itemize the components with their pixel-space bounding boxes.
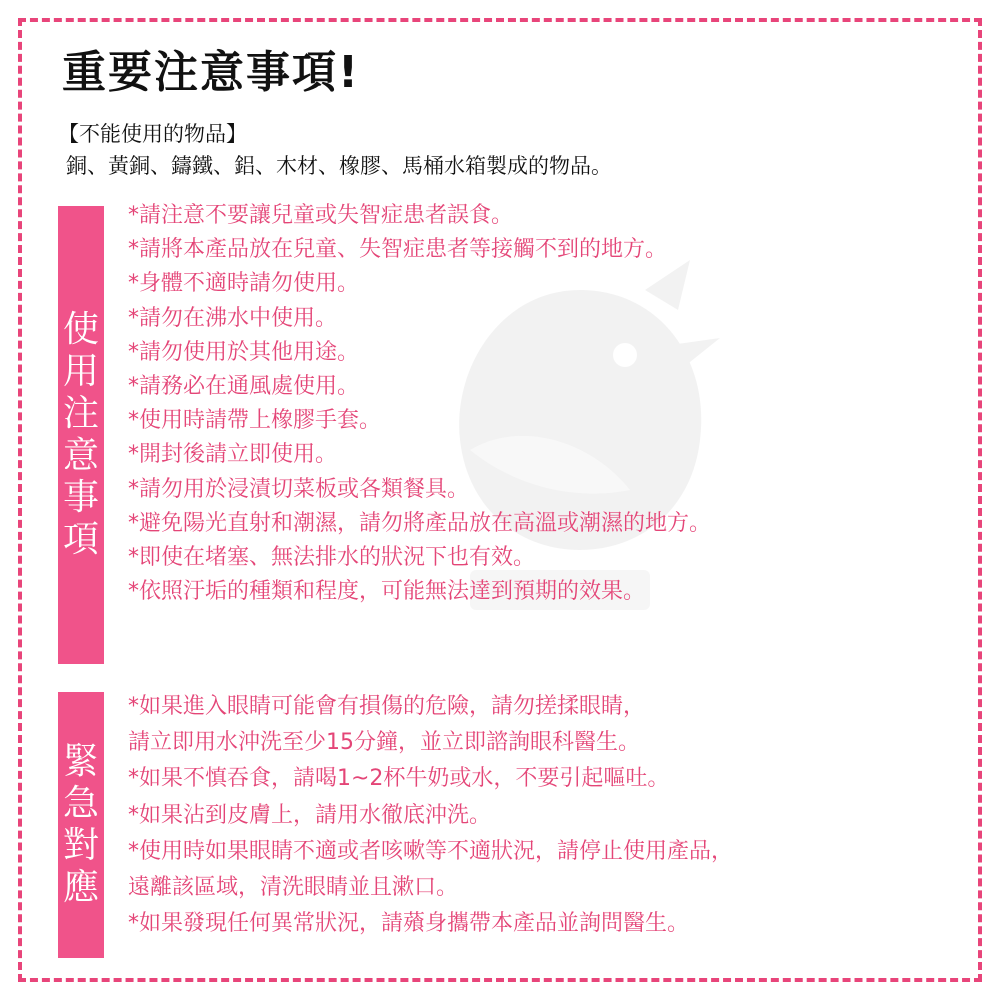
usage-notes-label: [58, 206, 104, 664]
usage-note-item: *請勿使用於其他用途。: [128, 339, 360, 365]
emergency-label-char: 緊: [62, 741, 99, 782]
emergency-item: *使用時如果眼睛不適或者咳嗽等不適狀況，請停止使用產品，: [128, 838, 734, 864]
usage-note-item: *請將本產品放在兒童、失智症患者等接觸不到的地方。: [128, 237, 668, 263]
emergency-response-list: [128, 689, 733, 942]
usage-note-item: *請務必在通風處使用。: [128, 373, 360, 399]
emergency-item: *如果進入眼睛可能會有損傷的危險，請勿搓揉眼睛，: [128, 694, 646, 719]
emergency-response-label: [58, 692, 104, 958]
emergency-label-char: 對: [62, 825, 99, 866]
usage-note-item: *請勿用於浸漬切菜板或各類餐具。: [128, 476, 470, 502]
usage-label-char: 意: [62, 435, 99, 476]
usage-notes-list: [128, 199, 711, 609]
prohibited-items: 銅、黃銅、鑄鐵、鋁、木材、橡膠、馬桶水箱製成的物品。: [66, 154, 612, 178]
usage-note-item: *身體不適時請勿使用。: [128, 271, 360, 297]
page-title: 重要注意事項!: [62, 47, 361, 98]
usage-note-item: *請勿在沸水中使用。: [128, 305, 338, 331]
emergency-label-char: 急: [62, 783, 99, 824]
usage-note-item: *依照汙垢的種類和程度，可能無法達到預期的效果。: [128, 579, 646, 605]
emergency-item: *如果沾到皮膚上，請用水徹底沖洗。: [128, 802, 492, 828]
usage-note-item: *避免陽光直射和潮濕，請勿將產品放在高溫或潮濕的地方。: [128, 510, 712, 536]
usage-note-item: *即使在堵塞、無法排水的狀況下也有效。: [128, 544, 536, 570]
emergency-item: *如果不慎吞食，請喝1~2杯牛奶或水，不要引起嘔吐。: [128, 766, 670, 792]
usage-label-char: 項: [62, 519, 99, 560]
emergency-label-char: 應: [62, 867, 99, 908]
prohibited-heading: 【不能使用的物品】: [58, 122, 247, 146]
usage-label-char: 注: [62, 393, 99, 434]
emergency-item-continuation: 請立即用水沖洗至少15分鐘，並立即諮詢眼科醫生。: [128, 730, 640, 756]
emergency-item-continuation: 遠離該區域，清洗眼睛並且漱口。: [128, 874, 459, 900]
emergency-item: *如果發現任何異常狀況，請薞身攜帶本產品並詢問醫生。: [128, 911, 690, 937]
usage-label-char: 事: [62, 477, 99, 518]
usage-label-char: 使: [62, 309, 99, 350]
usage-label-char: 用: [62, 351, 99, 392]
usage-note-item: *請注意不要讓兒童或失智症患者誤食。: [128, 203, 514, 228]
usage-note-item: *使用時請帶上橡膠手套。: [128, 408, 382, 434]
usage-note-item: *開封後請立即使用。: [128, 442, 338, 468]
